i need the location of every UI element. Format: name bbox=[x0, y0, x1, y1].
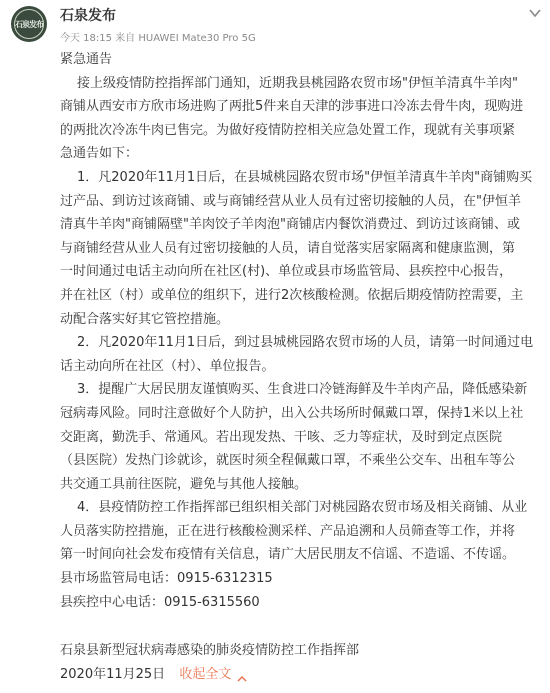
post-date: 2020年11月25日 bbox=[60, 666, 166, 682]
post-line: 清真牛羊肉"商铺隔壁"羊肉饺子羊肉泡"商铺店内餐饮消费过、到访过该商铺、或 bbox=[60, 217, 520, 233]
avatar[interactable] bbox=[11, 6, 47, 42]
post-line: 第一时间向社会发布疫情有关信息，请广大居民朋友不信谣、不造谣、不传谣。 bbox=[60, 547, 516, 563]
collapse-button[interactable] bbox=[179, 667, 247, 682]
post-line: 急通告如下： bbox=[60, 146, 139, 162]
post-line: 2．凡2020年11月1日后，到过县城桃园路农贸市场的人员，请第一时间通过电 bbox=[77, 335, 534, 351]
post-line: 一时间通过电话主动向所在社区(村)、单位或县市场监管局、县疾控中心报告， bbox=[60, 264, 513, 280]
avatar-text: 石泉发布 bbox=[15, 19, 43, 29]
post-line: 4．县疫情防控工作指挥部已组织相关部门对桃园路农贸市场及相关商铺、从业 bbox=[77, 500, 528, 516]
post-line: 与商铺经营从业人员有过密切接触的人员，请自觉落实居家隔离和健康监测，第 bbox=[60, 240, 516, 256]
post-line: 并在社区（村）或单位的组织下，进行2次核酸检测。依据后期疫情防控需要，主 bbox=[60, 287, 524, 303]
post-meta: 今天 18:15 来自 HUAWEI Mate30 Pro 5G bbox=[60, 33, 256, 44]
market-phone: 县市场监管局电话：0915-6312315 bbox=[60, 571, 273, 587]
post-line: 3．提醒广大居民朋友谨慎购买、生食进口冷链海鲜及牛羊肉产品，降低感染新 bbox=[77, 382, 528, 398]
signature: 石泉县新型冠状病毒感染的肺炎疫情防控工作指挥部 bbox=[60, 643, 360, 659]
post-line: （县医院）发热门诊就诊，就医时须全程佩戴口罩，不乘坐公交车、出租车等公 bbox=[60, 453, 516, 469]
post-line: 1．凡2020年11月1日后，在县城桃园路农贸市场"伊恒羊清真牛羊肉"商铺购买 bbox=[77, 169, 533, 185]
spacer bbox=[60, 614, 534, 639]
post-line: 动配合落实好其它管控措施。 bbox=[60, 311, 230, 327]
post-line: 共交通工具前往医院，避免与其他人接触。 bbox=[60, 476, 308, 492]
cdc-phone: 县疾控中心电话：0915-6315560 bbox=[60, 594, 260, 610]
post-line: 过产品、到访过该商铺、或与商铺经营从业人员有过密切接触的人员，在"伊恒羊 bbox=[60, 193, 521, 209]
post-footer bbox=[60, 663, 534, 687]
chevron-down-icon[interactable] bbox=[529, 8, 541, 18]
collapse-label: 收起全文 bbox=[179, 666, 232, 682]
chevron-up-icon bbox=[237, 669, 247, 679]
post-line: 冠病毒风险。同时注意做好个人防护，出入公共场所时佩戴口罩，保持1米以上社 bbox=[60, 405, 524, 421]
post-line: 接上级疫情防控指挥部门通知，近期我县桃园路农贸市场"伊恒羊清真牛羊肉" bbox=[77, 75, 518, 91]
post-line: 交距离，勤洗手、常通风。若出现发热、干咳、乏力等症状，及时到定点医院 bbox=[60, 429, 503, 445]
post-line: 的两批次冷冻牛肉已售完。为做好疫情防控相关应急处置工作，现就有关事项紧 bbox=[60, 122, 516, 138]
post-title: 紧急通告 bbox=[60, 52, 113, 67]
author-name[interactable]: 石泉发布 bbox=[60, 8, 116, 24]
post-body bbox=[60, 48, 534, 686]
avatar-logo bbox=[14, 9, 44, 39]
post-line: 话主动向所在社区（村）、单位报告。 bbox=[60, 358, 275, 374]
post-line: 人员落实防控措施，正在进行核酸检测采样、产品追溯和人员筛查等工作，并将 bbox=[60, 523, 516, 539]
post-line: 商铺从西安市方欣市场进购了两批5件来自天津的涉事进口冷冻去骨牛肉，现购进 bbox=[60, 99, 524, 115]
